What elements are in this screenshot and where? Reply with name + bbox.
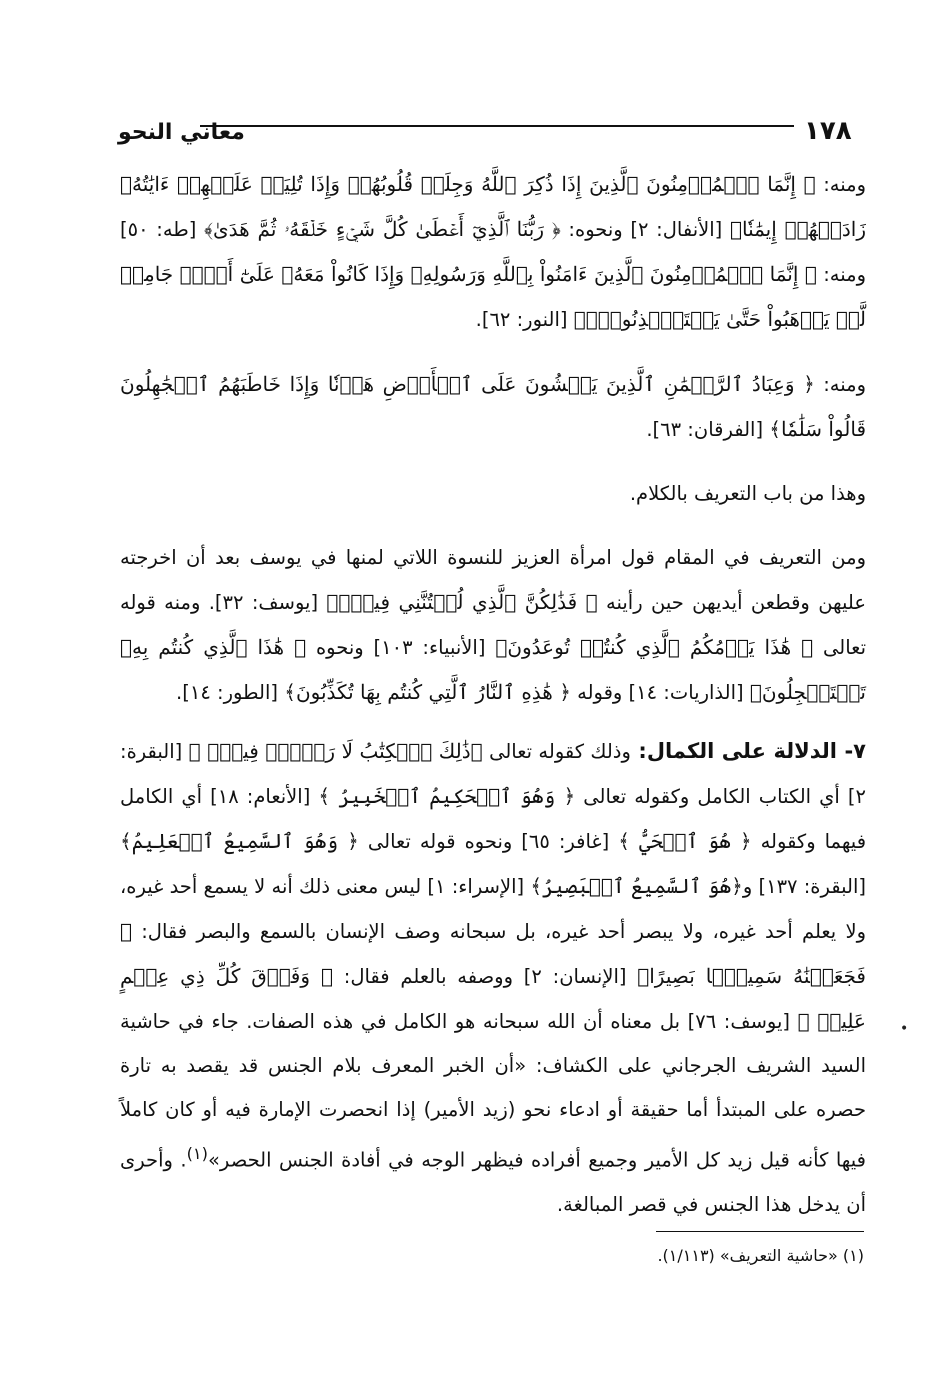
quran-verse: ﴿ وَهُوَ ٱلۡحَكِيمُ ٱلۡخَبِيرُ ﴾ [318, 784, 576, 808]
margin-mark: • [900, 1021, 909, 1037]
paragraph-p2 [120, 362, 866, 452]
paragraph-text: [طه: ٥٠] ومنه: [120, 218, 866, 286]
paragraph-p3 [120, 472, 866, 516]
paragraph-text: [الإنسان: ٢] ووصفه بالعلم فقال: [332, 965, 638, 988]
quran-verse: ﴿ رَبُّنَا ٱلَّذِيٓ أَعۡطَىٰ كُلَّ شَيۡءٍ خَلۡقَهُۥ ثُمَّ هَدَىٰ﴾ [204, 217, 561, 241]
quran-verse: ﴿ هُوَ ٱلۡحَيُّ ﴾ [618, 829, 752, 853]
paragraph-text: [الذاريات: ١٤] وقوله [570, 681, 750, 704]
paragraph-text: [يوسف: ٧٦] بل معناه أن الله سبحانه هو الكامل في هذه الصفات. جاء في حاشية السيد الشريف الجرجاني على الكشاف: «أن الخبر المعرف بلام الجنس قد يقصد به تارة حصره على المبتدأ أما حقيقة أو ادعاء نحو (زيد الأمير) إذا انحصرت الإمارة فيه أو كان كاملاً فيها كأنه قيل زيد كل الأمير وجميع أفراده فيظهر الوجه في أفادة الجنس الحصر» [120, 1010, 866, 1172]
book-title: معاني النحو [118, 120, 245, 145]
page-header [118, 112, 860, 152]
quran-verse: ﴿ هَٰذَا يَوۡمُكُمُ ٱلَّذِي كُنتُمۡ تُوعَدُونَ﴾ [495, 635, 814, 659]
page-number: ١٧٨ [804, 116, 852, 146]
paragraph-text: [النور: ٦٢]. [475, 308, 574, 331]
quran-verse: ﴿ وَفَوۡقَ كُلِّ ذِي عِلۡمٍ عَلِيمٞ ﴾ [120, 964, 866, 1033]
quran-verse: ﴿ فَذَٰلِكُنَّ ٱلَّذِي لُمۡتُنَّنِي فِيهِۖ﴾ [326, 590, 598, 614]
paragraph-text: . وأحرى أن يدخل هذا الجنس في قصر المبالغة. [120, 1148, 866, 1216]
paragraph-p1 [120, 162, 866, 342]
footnote-ref: (١) [186, 1144, 208, 1163]
quran-verse: ﴿ فَجَعَلۡنَٰهُ سَمِيعَۢا بَصِيرًا﴾ [120, 919, 866, 988]
paragraph-text: ومنه: [815, 173, 866, 196]
quran-verse: ﴿ هَٰذَا ٱلَّذِي كُنتُم بِهِۦ تَسۡتَعۡجِلُونَ﴾ [120, 635, 866, 704]
paragraph-text: [غافر: ٦٥] ونحوه قوله تعالى [358, 830, 619, 853]
paragraph-text: [الأنبياء: ١٠٣] ونحوه [306, 636, 496, 659]
paragraph-p5 [120, 729, 866, 1227]
footnote: (١) «حاشية التعريف» (١/١١٣). [657, 1246, 864, 1265]
quran-verse: ﴿ وَعِبَادُ ٱلرَّحۡمَٰنِ ٱلَّذِينَ يَمۡشُونَ عَلَى ٱلۡأَرۡضِ هَوۡنٗا وَإِذَا خَاطَبَهُمُ ٱلۡجَٰهِلُونَ قَالُواْ سَلَٰمٗا﴾ [120, 372, 866, 441]
footnote-rule [656, 1231, 864, 1232]
paragraph-text: [البقرة: ١٣٧] و [742, 875, 866, 898]
quran-verse: ﴿ إِنَّمَا ٱلۡمُؤۡمِنُونَ ٱلَّذِينَ ءَامَنُواْ بِٱللَّهِ وَرَسُولِهِۦ وَإِذَا كَانُواْ مَعَهُۥ عَلَىٰٓ أَمۡرٖ جَامِعٖ لَّمۡ يَذۡهَبُواْ حَتَّىٰ يَسۡتَـٔۡذِنُوهُۚ﴾ [120, 262, 866, 331]
quran-verse: ﴿ وَهُوَ ٱلسَّمِيعُ ٱلۡعَلِيمُ﴾ [120, 829, 359, 853]
paragraph-text: وذلك كقوله تعالى [482, 740, 631, 763]
paragraph-text: ومنه: [814, 373, 866, 396]
header-rule [200, 125, 794, 127]
paragraph-text: [الأنعام: ١٨] أي الكامل فيهما وكقوله [120, 785, 867, 853]
paragraph-p4 [120, 536, 866, 715]
paragraph-text: ومن التعريف في المقام قول امرأة العزيز للنسوة اللاتي لمنها في يوسف بعد أن اخرجته عليهن وقطعن أيديهن حين رأينه [120, 546, 867, 614]
paragraph-text: [الطور: ١٤]. [176, 681, 285, 704]
section-heading: ٧- الدلالة على الكمال: [630, 739, 866, 763]
paragraph-text: [الإسراء: ١] ليس معنى ذلك أنه لا يسمع أحد غيره، ولا يعلم أحد غيره، ولا يبصر أحد غيره، بل سبحانه وصف الإنسان بالسمع والبصر فقال: [120, 875, 866, 943]
quran-verse: ﴿ هَٰذِهِ ٱلنَّارُ ٱلَّتِي كُنتُم بِهَا تُكَذِّبُونَ﴾ [284, 680, 571, 704]
paragraph-text: [البقرة: ٢] أي الكتاب الكامل وكقوله تعالى [120, 740, 867, 808]
quran-verse: ﴿هُوَ ٱلسَّمِيعُ ٱلۡبَصِيرُ﴾ [530, 874, 743, 898]
paragraph-text: [الأنفال: ٢] ونحوه: [560, 218, 730, 241]
paragraph-text: [يوسف: ٣٢]. ومنه قوله تعالى [120, 591, 866, 659]
page-body [120, 162, 866, 1227]
paragraph-text: [الفرقان: ٦٣]. [646, 418, 770, 441]
quran-verse: ﴿ إِنَّمَا ٱلۡمُؤۡمِنُونَ ٱلَّذِينَ إِذَا ذُكِرَ ٱللَّهُ وَجِلَتۡ قُلُوبُهُمۡ وَإِذَا تُلِيَتۡ عَلَيۡهِمۡ ءَايَٰتُهُۥ زَادَتۡهُمۡ إِيمَٰنٗا﴾ [120, 172, 866, 241]
paragraph-text: وهذا من باب التعريف بالكلام. [629, 482, 866, 505]
quran-verse: ﴿ذَٰلِكَ ٱلۡكِتَٰبُ لَا رَيۡبَۛ فِيهِۛ ﴾ [188, 739, 483, 763]
